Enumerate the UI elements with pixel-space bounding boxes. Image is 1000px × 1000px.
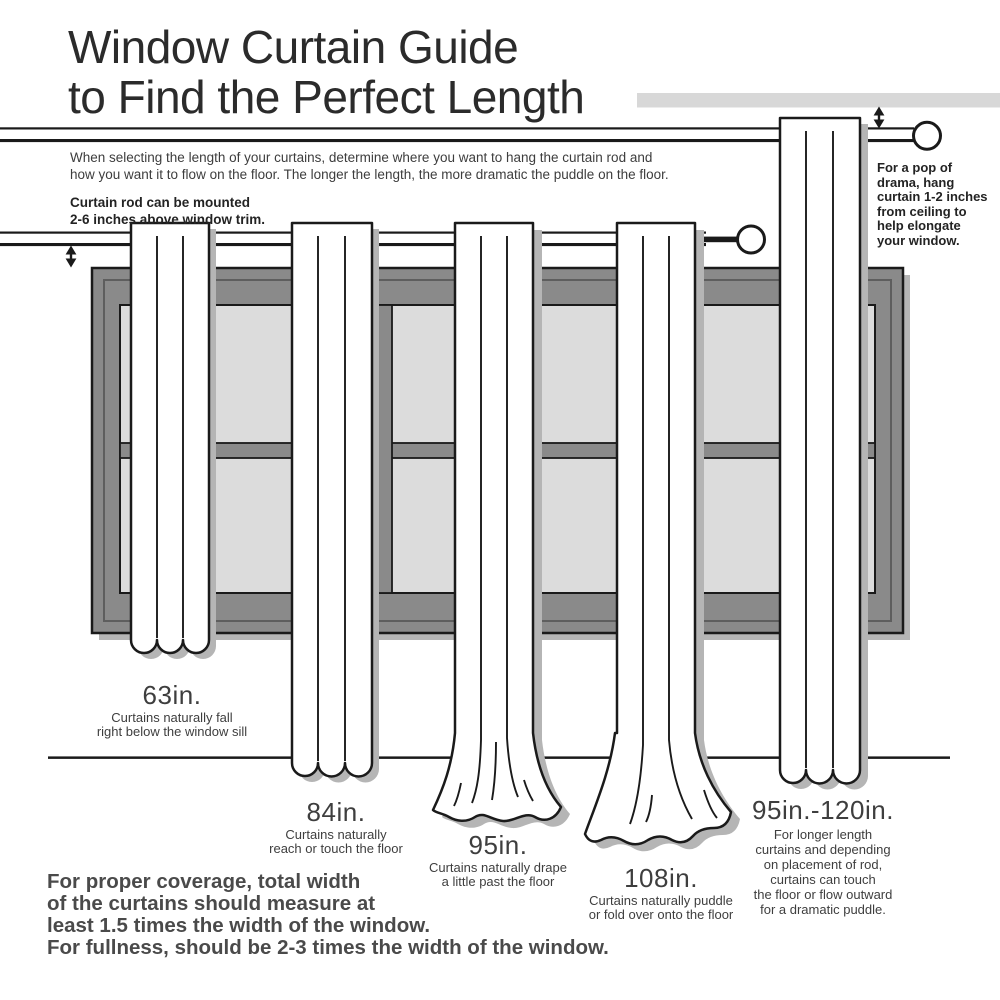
curtain-84in (292, 223, 379, 783)
curtain-63in (131, 223, 216, 659)
length-size: 95in.-120in. (752, 795, 894, 825)
window-mullion (377, 305, 392, 593)
length-description: Curtains naturally drape a little past the floor (428, 860, 568, 889)
ceiling-drama-note: For a pop of drama, hang curtain 1-2 inches from ceiling to help elongate your window. (877, 160, 988, 248)
length-size: 63in. (142, 680, 202, 710)
rod-finial-icon (914, 122, 941, 149)
length-description: For longer length curtains and depending on placement of rod, curtains can touch the floor or flow outward for a dramatic puddle. (753, 827, 893, 917)
page-title (68, 22, 584, 122)
length-size: 84in. (306, 797, 366, 827)
intro-text: When selecting the length of your curtains, determine where you want to hang the curtain rod and how you want it to flow on the floor. The longer the length, the more dramatic the puddle on the floor. (70, 150, 669, 182)
rod-finial-icon (738, 226, 765, 253)
curtain-95-120in (780, 118, 868, 790)
length-label-95-120in (713, 797, 933, 917)
length-description: Curtains naturally puddle or fold over onto the floor (588, 893, 734, 922)
trim-gap-arrow-icon (66, 246, 77, 268)
length-size: 95in. (468, 830, 528, 860)
length-description: Curtains naturally fall right below the window sill (96, 710, 248, 739)
ceiling-gap-arrow-icon (874, 107, 885, 129)
page-title-line1: Window Curtain Guide (68, 21, 519, 73)
length-label-63in (62, 682, 282, 739)
coverage-note: For proper coverage, total width of the curtains should measure at least 1.5 times the width of the window. For fullness, should be 2-3 times the width of the window. (47, 870, 609, 959)
ceiling-strip (637, 93, 1000, 108)
page-title-line2: to Find the Perfect Length (68, 71, 585, 123)
length-description: Curtains naturally reach or touch the floor (269, 827, 403, 856)
rod-mount-note: Curtain rod can be mounted 2-6 inches above window trim. (70, 195, 266, 227)
length-size: 108in. (624, 863, 698, 893)
